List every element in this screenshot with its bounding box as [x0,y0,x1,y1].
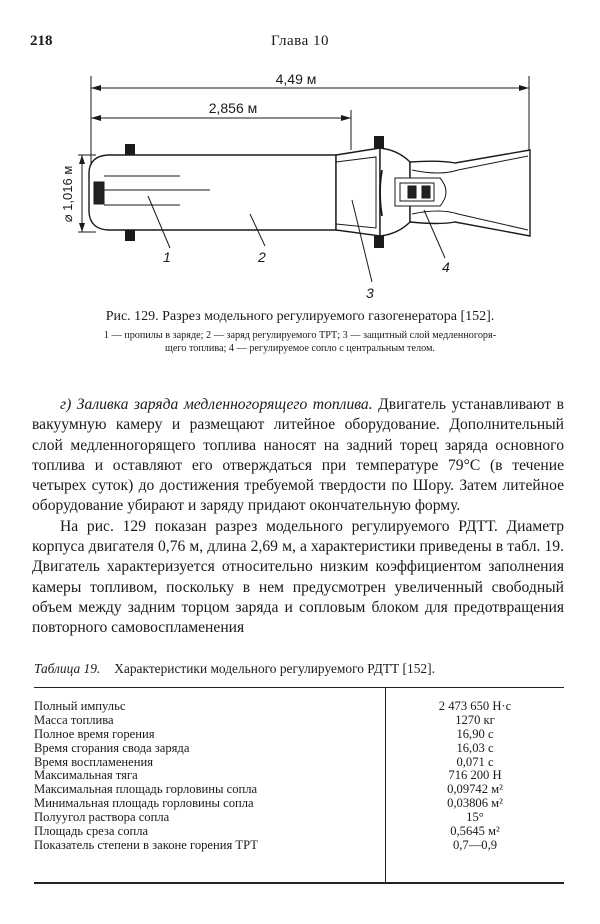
table-row-value: 0,7—0,9 [452,837,498,852]
table-row-name: Время воспламенения [34,754,154,769]
figure-legend-line-2: щего топлива; 4 — регулируемое сопло с центральным телом. [165,342,435,354]
table-row-value: 0,071 с [456,754,494,769]
figure-legend [30,330,570,355]
table-row-name: Площадь среза сопла [34,824,149,839]
paragraph-casting-text: Двигатель устанавливают в вакуумную камеру и размещают литейное оборудование. Дополнительный слой медленногорящего топлива наносят на задний торец заряда основного топлива и оставляют его отверждаться при температуре 79°C (в течение четырех суток) до достижения требуемой твердости по Шору. Затем литейное оборудование убирают и заряду придают окончательную форму. [32,396,564,515]
figure-caption-title: Рис. 129. Разрез модельного регулируемого газогенератора [152]. [105,309,495,324]
table-row-value: 16,03 с [456,740,494,755]
table-row-value: 716 200 Н [448,768,502,783]
table-caption [34,661,564,677]
paragraph-casting [32,395,564,517]
chapter-header: Глава 10 [271,33,329,49]
table-row-value: 1270 кг [455,712,495,727]
table-row-value: 0,03806 м² [447,796,503,811]
gas-generator-cross-section-figure [0,55,600,310]
table-row-name: Время сгорания свода заряда [34,740,190,755]
callout-4: 4 [442,259,450,275]
table-value-column [386,700,564,853]
overall-length-label: 4,49 м [275,71,317,87]
table-row-name: Полное время горения [34,726,155,741]
table-title: Характеристики модельного регулируемого РДТТ [152]. [114,661,435,676]
table-row-value: 0,09742 м² [447,782,503,797]
table-top-rule [34,687,564,688]
figure-legend-line-1: 1 — пропилы в заряде; 2 — заряд регулируемого ТРТ; 3 — защитный слой медленногоря- [103,330,497,341]
table-number: Таблица 19. [34,661,101,676]
callout-1: 1 [163,249,171,265]
charge-length-label: 2,856 м [208,100,258,116]
table-row-name: Полуугол раствора сопла [34,810,170,825]
paragraph-casting-heading: г) Заливка заряда медленногорящего топлива. [60,396,373,413]
table-row-name: Масса топлива [34,712,114,727]
page-number: 218 [30,33,53,49]
table-row-name: Показатель степени в законе горения ТРТ [34,837,258,852]
table-parameter-column [34,700,379,853]
table-row-name: Минимальная площадь горловины сопла [34,796,254,811]
table-row-value: 0,5645 м² [450,824,500,839]
callout-2: 2 [258,249,266,265]
table-row-value: 2 473 650 Н·с [438,699,512,713]
table-bottom-rule [34,882,564,884]
body-text [32,395,564,639]
table-row-name: Максимальная тяга [34,768,138,783]
table-row-name: Полный импульс [34,699,126,713]
paragraph-model-motor: На рис. 129 показан разрез модельного регулируемого РДТТ. Диаметр корпуса двигателя 0,76 м, длина 2,69 м, а характеристики приведены в табл. 19. Двигатель характеризуется относительно низким коэффициентом заполнения камеры топливом, поскольку в нем предусмотрен увеличенный свободный объем между задним торцом заряда и сопловым блоком для предотвращения повторного самовоспламенения [32,517,564,637]
diameter-label: ⌀ 1,016 м [60,165,75,223]
table-row-name: Максимальная площадь горловины сопла [34,782,258,797]
table-row-value: 16,90 с [456,726,494,741]
table-row-value: 15° [466,810,484,825]
callout-3: 3 [366,285,374,301]
